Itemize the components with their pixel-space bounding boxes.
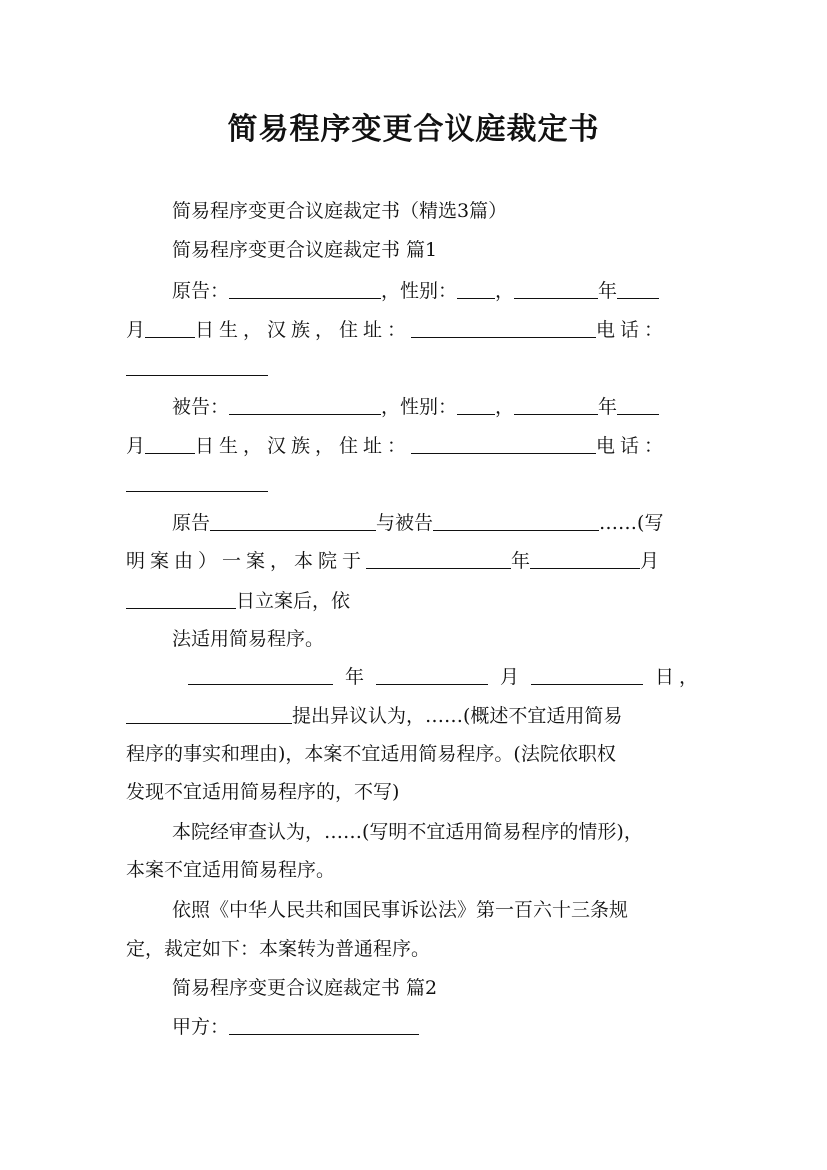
phone-label: 电话： xyxy=(596,319,669,341)
year-label: 年 xyxy=(598,280,618,302)
objection-year-blank xyxy=(188,666,333,685)
ruling-line-1: 依照《中华人民共和国民事诉讼法》第一百六十三条规 xyxy=(172,899,629,921)
objector-blank xyxy=(126,705,292,724)
review-line-2: 本案不宜适用简易程序。 xyxy=(126,859,336,881)
defendant-label: 被告： xyxy=(172,396,230,418)
case-plaintiff-label: 原告 xyxy=(172,512,211,534)
day-label: 日， xyxy=(655,666,704,688)
section-heading-2: 简易程序变更合议庭裁定书 篇2 xyxy=(172,977,438,999)
objection-line-3: 程序的事实和理由)，本案不宜适用简易程序。(法院依职权 xyxy=(126,743,616,765)
month-label: 月 xyxy=(640,550,660,572)
case-plaintiff-blank xyxy=(210,512,376,531)
party-a-label: 甲方： xyxy=(172,1016,230,1038)
filing-month-blank xyxy=(530,550,640,569)
defendant-line-2 xyxy=(126,434,668,458)
gender-blank xyxy=(457,280,495,299)
plaintiff-line-2 xyxy=(126,318,668,342)
address-blank xyxy=(411,435,596,454)
birth-day-blank xyxy=(145,319,195,338)
objection-line-4: 发现不宜适用简易程序的，不写) xyxy=(126,781,400,803)
filing-day-blank xyxy=(126,590,236,609)
party-a-line xyxy=(172,1015,419,1039)
filing-year-blank xyxy=(366,550,511,569)
gender-label: ，性别： xyxy=(381,396,458,418)
month-label: 月 xyxy=(500,666,520,688)
born-address-label: 日生，汉族，住址： xyxy=(195,435,412,457)
objection-month-blank xyxy=(376,666,488,685)
phone-label: 电话： xyxy=(596,435,669,457)
phone-blank xyxy=(126,357,268,376)
objection-raised-text: 提出异议认为，……(概述不宜适用简易 xyxy=(292,705,623,727)
filed-text: 日立案后，依 xyxy=(236,590,351,612)
defendant-line xyxy=(172,395,659,419)
objection-line-1 xyxy=(188,665,703,689)
gender-label: ，性别： xyxy=(381,280,458,302)
review-line-1: 本院经审查认为，……(写明不宜适用简易程序的情形)， xyxy=(172,821,643,843)
plaintiff-line xyxy=(172,279,659,303)
defendant-name-blank xyxy=(229,396,381,415)
case-line-1 xyxy=(172,511,663,535)
year-label: 年 xyxy=(598,396,618,418)
year-label: 年 xyxy=(511,550,531,572)
birth-month-blank xyxy=(617,280,659,299)
birth-year-blank xyxy=(514,396,598,415)
intro-line: 简易程序变更合议庭裁定书（精选3篇） xyxy=(172,200,508,222)
ruling-line-2: 定，裁定如下：本案转为普通程序。 xyxy=(126,938,431,960)
defendant-line-3 xyxy=(126,472,268,496)
birth-month-blank xyxy=(617,396,659,415)
address-blank xyxy=(411,319,596,338)
case-line-3 xyxy=(126,589,350,613)
plaintiff-label: 原告： xyxy=(172,280,230,302)
case-cause-start: ……(写 xyxy=(599,512,664,534)
born-address-label: 日生，汉族，住址： xyxy=(195,319,412,341)
birth-day-blank xyxy=(145,435,195,454)
case-line-2 xyxy=(126,549,659,573)
comma-text: ， xyxy=(495,280,515,302)
objection-line-2 xyxy=(126,704,622,728)
party-a-blank xyxy=(229,1016,419,1035)
document-title: 简易程序变更合议庭裁定书 xyxy=(227,112,600,147)
phone-blank xyxy=(126,473,268,492)
gender-blank xyxy=(457,396,495,415)
year-label: 年 xyxy=(345,666,365,688)
comma-text: ， xyxy=(495,396,515,418)
month-label: 月 xyxy=(126,319,146,341)
plaintiff-name-blank xyxy=(229,280,381,299)
case-defendant-blank xyxy=(433,512,599,531)
case-cause-end: 明案由）一案，本院于 xyxy=(126,550,367,572)
section-heading-1: 简易程序变更合议庭裁定书 篇1 xyxy=(172,239,438,261)
birth-year-blank xyxy=(514,280,598,299)
case-defendant-label: 与被告 xyxy=(376,512,434,534)
plaintiff-line-3 xyxy=(126,356,268,380)
month-label: 月 xyxy=(126,435,146,457)
case-line-4: 法适用简易程序。 xyxy=(172,628,325,650)
objection-day-blank xyxy=(531,666,643,685)
